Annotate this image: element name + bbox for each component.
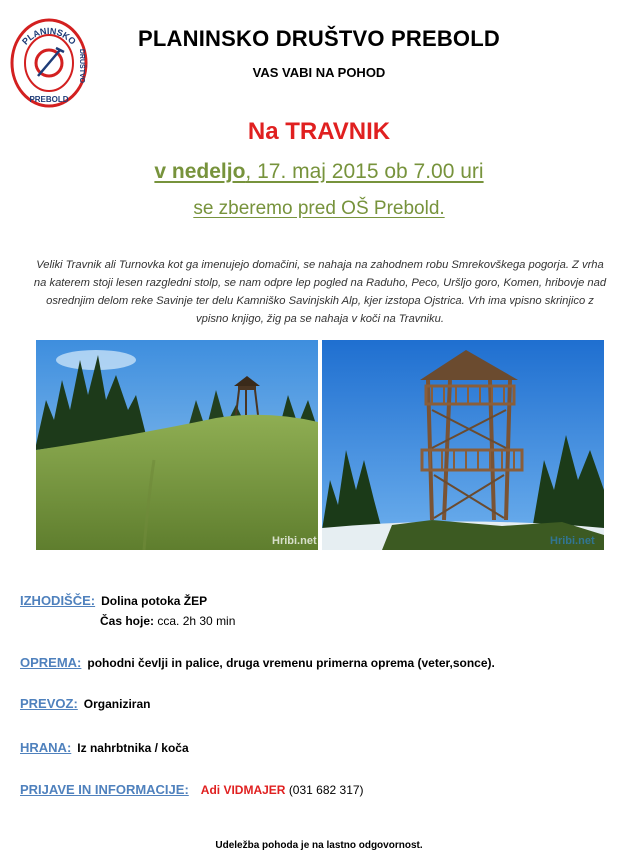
food-label: HRANA: <box>20 740 72 755</box>
signup-row <box>20 782 364 797</box>
signup-label: PRIJAVE IN INFORMACIJE: <box>20 782 189 797</box>
logo-text-right: DRUŠTVO <box>78 48 85 84</box>
logo-text-bottom: PREBOLD <box>29 95 69 104</box>
time-label: Čas hoje: <box>100 614 155 628</box>
destination-title: Na TRAVNIK <box>247 118 391 145</box>
signup-name: Adi VIDMAJER <box>200 783 286 797</box>
transport-value: Organiziran <box>83 697 151 711</box>
equipment-row <box>20 655 495 670</box>
trip-description: Veliki Travnik ali Turnovka kot ga imenujejo domačini, se nahaja na zahodnem robu Smrekovškega pogorja. Z vrha na katerem stoji lesen razgledni stolp, se nam odpre lep pogled na Raduho, Peco, Uršljo goro, Komen, hribovje nad osrednjim delom reke Savinje ter delu Kamniško Savinjskih Alp, kjer izstopa Ojstrica. Vrh ima vpisno skrinjico z vpisno knjigo, žig pa se nahaja v koči na Travniku. <box>33 259 607 325</box>
transport-label: PREVOZ: <box>20 696 78 711</box>
date-rest: , 17. maj 2015 ob 7.00 uri <box>245 160 484 183</box>
logo-text-top: PLANINSKO <box>20 25 78 47</box>
watermark-right: Hribi.net <box>550 535 595 547</box>
food-value: Iz nahrbtnika / koča <box>77 741 189 755</box>
date-day: v nedeljo <box>154 160 246 183</box>
transport-row <box>20 696 150 711</box>
start-label: IZHODIŠČE: <box>20 593 96 608</box>
food-row <box>20 740 189 755</box>
time-row <box>100 614 235 628</box>
signup-phone: (031 682 317) <box>288 783 364 797</box>
time-value: cca. 2h 30 min <box>157 614 236 628</box>
equipment-value: pohodni čevlji in palice, druga vremenu primerna oprema (veter,sonce). <box>87 656 495 670</box>
event-date <box>0 160 638 184</box>
footer-note: Udeležba pohoda je na lastno odgovornost. <box>215 840 423 851</box>
photo-meadow <box>36 340 318 550</box>
invite-line: VAS VABI NA POHOD <box>252 65 386 80</box>
meeting-point: se zberemo pred OŠ Prebold. <box>193 198 445 219</box>
club-title: PLANINSKO DRUŠTVO PREBOLD <box>138 26 500 51</box>
watermark-left: Hribi.net <box>272 535 317 547</box>
start-value: Dolina potoka ŽEP <box>101 594 208 608</box>
photo-tower <box>322 340 604 550</box>
equipment-label: OPREMA: <box>20 655 82 670</box>
start-row <box>20 593 207 608</box>
